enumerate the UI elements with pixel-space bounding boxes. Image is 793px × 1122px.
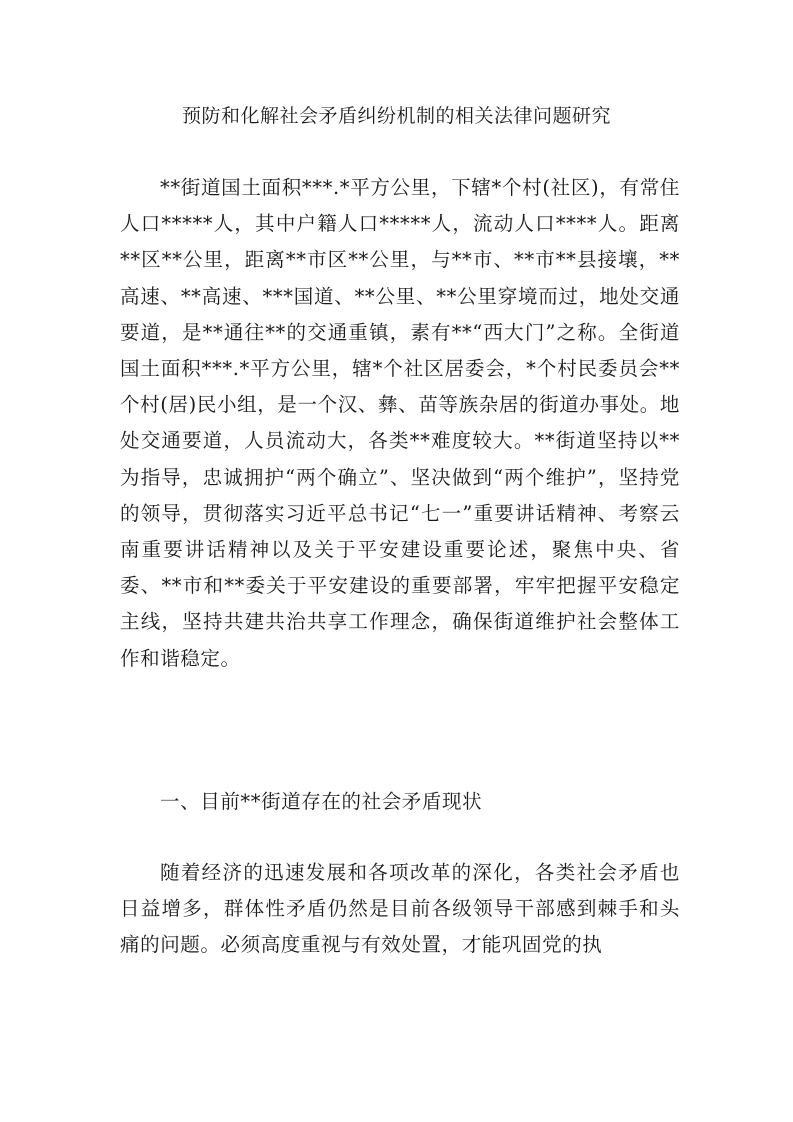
section-heading: 一、目前**街道存在的社会矛盾现状 [160, 790, 483, 813]
body-paragraph-intro: **街道国土面积***.*平方公里，下辖*个村(社区)，有常住人口*****人，其中户籍人口*****人，流动人口****人。距离**区**公里，距离**市区**公里，与**市、**市**县接壤，**高速、**高速、***国道、**公里、**公里穿境而过，地处交通要道，是**通往**的交通重镇，素有**“西大门”之称。全街道国土面积***.*平方公里，辖*个社区居委会，*个村民委员会**个村(居)民小组，是一个汉、彝、苗等族杂居的街道办事处。地处交通要道，人员流动大，各类**难度较大。**街道坚持以**为指导，忠诚拥护“两个确立”、坚决做到“两个维护”，坚持党的领导，贯彻落实习近平总书记“七一”重要讲话精神、考察云南重要讲话精神以及关于平安建设重要论述，聚焦中央、省委、**市和**委关于平安建设的重要部署，牢牢把握平安稳定主线，坚持共建共治共享工作理念，确保街道维护社会整体工作和谐稳定。 [120, 176, 680, 670]
body-paragraph-section-1: 随着经济的迅速发展和各项改革的深化，各类社会矛盾也日益增多，群体性矛盾仍然是目前各级领导干部感到棘手和头痛的问题。必须高度重视与有效处置，才能巩固党的执 [120, 861, 680, 957]
document-title: 预防和化解社会矛盾纠纷机制的相关法律问题研究 [181, 105, 611, 127]
